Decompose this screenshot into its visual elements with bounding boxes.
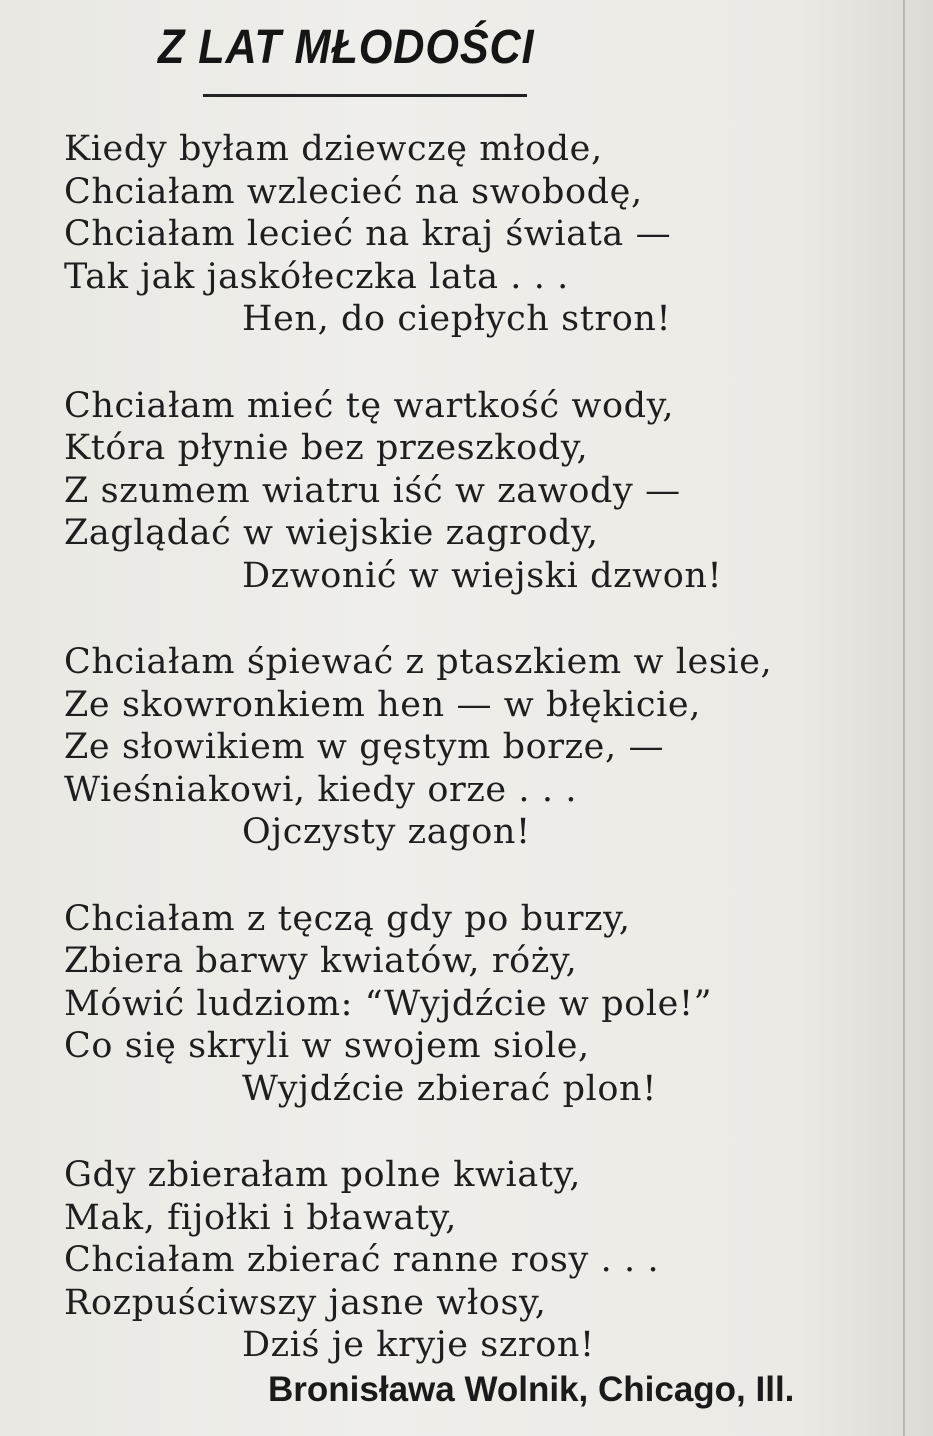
stanza-2 — [64, 385, 854, 598]
stanza-1 — [64, 128, 854, 341]
poem-line: Wieśniakowi, kiedy orze . . . — [64, 769, 578, 810]
poem-line: Zaglądać w wiejskie zagrody, — [64, 513, 599, 553]
poem-line: Chciałam lecieć na kraj świata — — [64, 214, 672, 254]
poem-line: Co się skryli w swojem siole, — [64, 1026, 590, 1066]
poem-line: Chciałam mieć tę wartkość wody, — [64, 385, 675, 426]
poem-title: Z LAT MŁODOŚCI — [158, 21, 535, 74]
stanza-3 — [64, 641, 854, 854]
stanza-4 — [64, 898, 854, 1111]
poem-line: Mówić ludziom: “Wyjdźcie w pole!” — [64, 983, 713, 1024]
poem-line: Kiedy byłam dziewczę młode, — [64, 129, 603, 169]
author-name: Bronisława Wolnik, — [268, 1370, 589, 1409]
stanza-5 — [64, 1154, 854, 1367]
poem-refrain-line: Ojczysty zagon! — [242, 812, 531, 852]
poem-line: Ze skowronkiem hen — w błękicie, — [64, 684, 701, 725]
poem-line: Chciałam zbierać ranne rosy . . . — [64, 1240, 660, 1280]
poem-refrain-line: Hen, do ciepłych stron! — [242, 299, 672, 339]
poem-line: Zbiera barwy kwiatów, róży, — [64, 941, 578, 981]
poem-refrain-line: Dziś je kryje szron! — [242, 1325, 595, 1365]
poem-body — [64, 128, 854, 1411]
poem-line: Która płynie bez przeszkody, — [64, 428, 589, 468]
poem-line: Mak, fijołki i bławaty, — [64, 1197, 457, 1238]
poem-refrain-line: Dzwonić w wiejski dzwon! — [242, 555, 723, 596]
poem-refrain-line: Wyjdźcie zbierać plon! — [242, 1068, 657, 1109]
poem-line: Tak jak jaskółeczka lata . . . — [64, 256, 569, 297]
poem-line: Ze słowikiem w gęstym borze, — — [64, 727, 665, 767]
clipping-edge-divider — [903, 0, 905, 1436]
author-signature — [268, 1368, 794, 1412]
poem-line: Gdy zbierałam polne kwiaty, — [64, 1155, 581, 1195]
poem-line: Chciałam z tęczą gdy po burzy, — [64, 898, 631, 939]
poem-line: Chciałam śpiewać z ptaszkiem w lesie, — [64, 642, 773, 682]
poem-line: Z szumem wiatru iść w zawody — — [64, 470, 681, 511]
poem-line: Rozpuściwszy jasne włosy, — [64, 1282, 547, 1323]
author-place: Chicago, Ill. — [597, 1370, 795, 1409]
poem-line: Chciałam wzlecieć na swobodę, — [64, 171, 643, 212]
title-underline — [203, 94, 527, 97]
